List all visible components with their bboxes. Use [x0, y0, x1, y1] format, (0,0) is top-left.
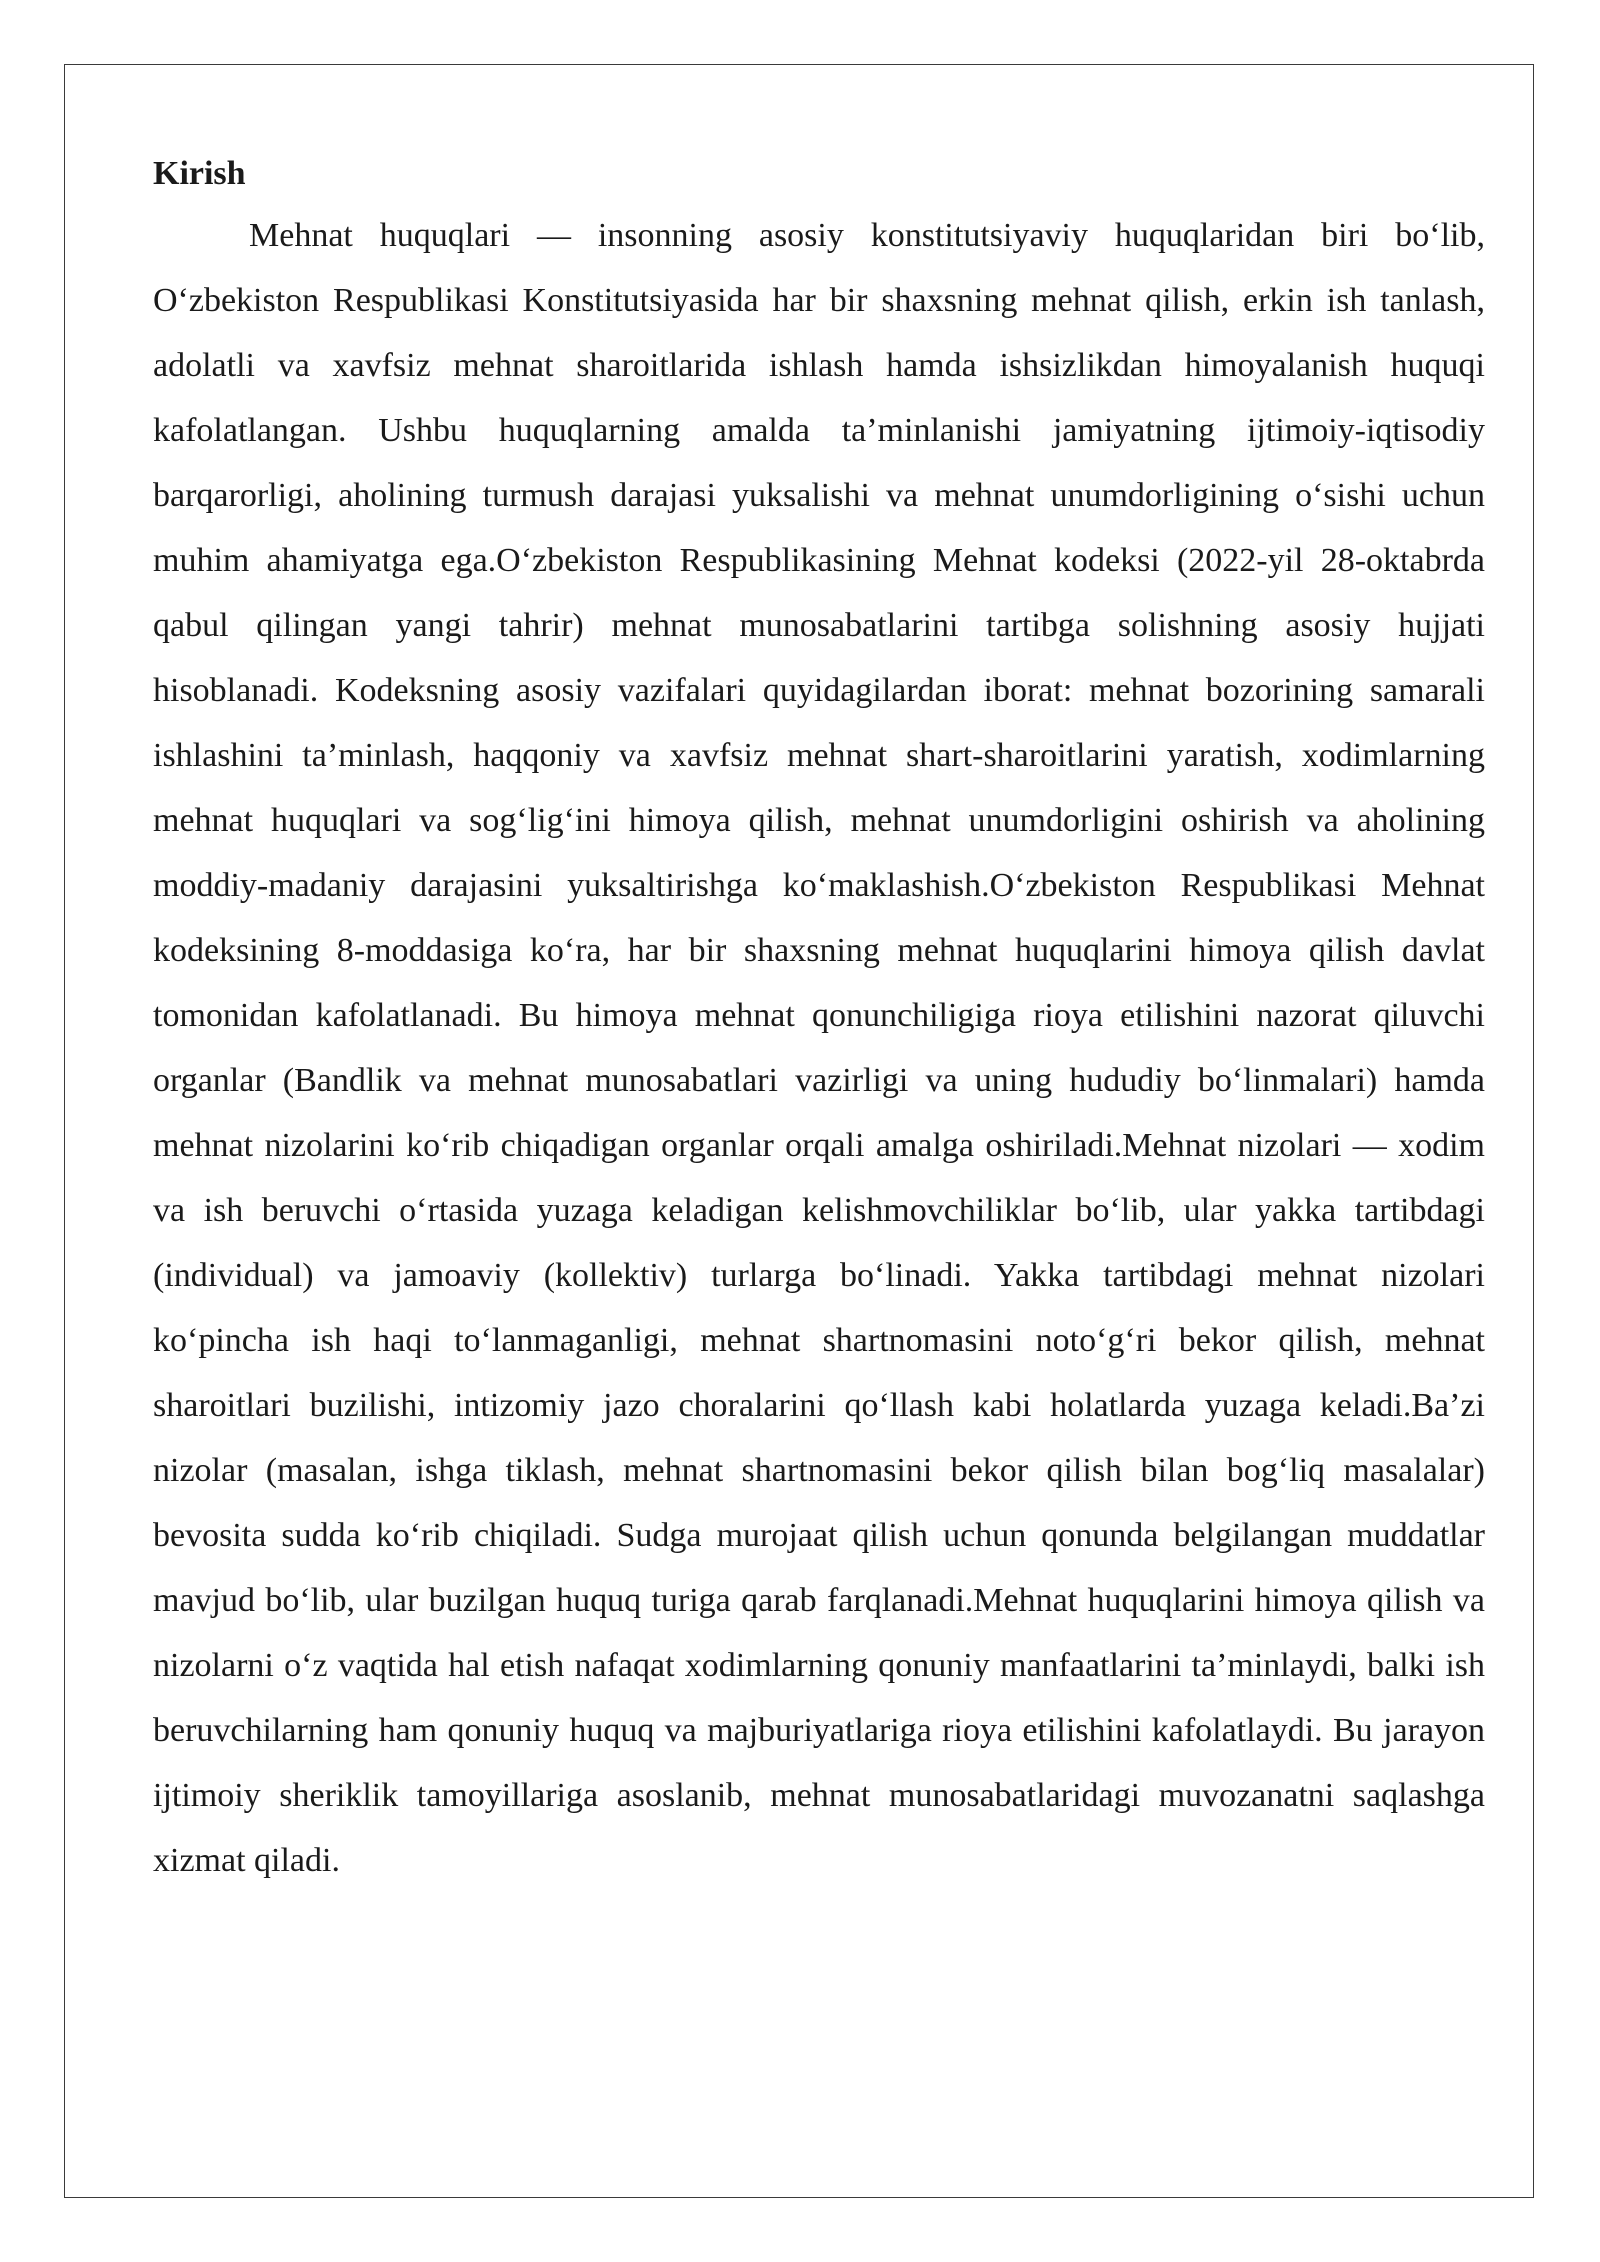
document-body [153, 145, 1485, 1893]
section-heading: Kirish [153, 155, 246, 192]
body-paragraph: Mehnat huquqlari — insonning asosiy konstitutsiyaviy huquqlaridan biri bo‘lib, O‘zbekiston Respublikasi Konstitutsiyasida har bir shaxsning mehnat qilish, erkin ish tanlash, adolatli va xavfsiz mehnat sharoitlarida ishlash hamda ishsizlikdan himoyalanish huquqi kafolatlangan. Ushbu huquqlarning amalda ta’minlanishi jamiyatning ijtimoiy-iqtisodiy barqarorligi, aholining turmush darajasi yuksalishi va mehnat unumdorligining o‘sishi uchun muhim ahamiyatga ega.O‘zbekiston Respublikasining Mehnat kodeksi (2022-yil 28-oktabrda qabul qilingan yangi tahrir) mehnat munosabatlarini tartibga solishning asosiy hujjati hisoblanadi. Kodeksning asosiy vazifalari quyidagilardan iborat: mehnat bozorining samarali ishlashini ta’minlash, haqqoniy va xavfsiz mehnat shart-sharoitlarini yaratish, xodimlarning mehnat huquqlari va sog‘lig‘ini himoya qilish, mehnat unumdorligini oshirish va aholining moddiy-madaniy darajasini yuksaltirishga ko‘maklashish.O‘zbekiston Respublikasi Mehnat kodeksining 8-moddasiga ko‘ra, har bir shaxsning mehnat huquqlarini himoya qilish davlat tomonidan kafolatlanadi. Bu himoya mehnat qonunchiligiga rioya etilishini nazorat qiluvchi organlar (Bandlik va mehnat munosabatlari vazirligi va uning hududiy bo‘linmalari) hamda mehnat nizolarini ko‘rib chiqadigan organlar orqali amalga oshiriladi.Mehnat nizolari — xodim va ish beruvchi o‘rtasida yuzaga keladigan kelishmovchiliklar bo‘lib, ular yakka tartibdagi (individual) va jamoaviy (kollektiv) turlarga bo‘linadi. Yakka tartibdagi mehnat nizolari ko‘pincha ish haqi to‘lanmaganligi, mehnat shartnomasini noto‘g‘ri bekor qilish, mehnat sharoitlari buzilishi, intizomiy jazo choralarini qo‘llash kabi holatlarda yuzaga keladi.Ba’zi nizolar (masalan, ishga tiklash, mehnat shartnomasini bekor qilish bilan bog‘liq masalalar) bevosita sudda ko‘rib chiqiladi. Sudga murojaat qilish uchun qonunda belgilangan muddatlar mavjud bo‘lib, ular buzilgan huquq turiga qarab farqlanadi.Mehnat huquqlarini himoya qilish va nizolarni o‘z vaqtida hal etish nafaqat xodimlarning qonuniy manfaatlarini ta’minlaydi, balki ish beruvchilarning ham qonuniy huquq va majburiyatlariga rioya etilishini kafolatlaydi. Bu jarayon ijtimoiy sheriklik tamoyillariga asoslanib, mehnat munosabatlaridagi muvozanatni saqlashga xizmat qiladi. [153, 217, 1485, 1879]
